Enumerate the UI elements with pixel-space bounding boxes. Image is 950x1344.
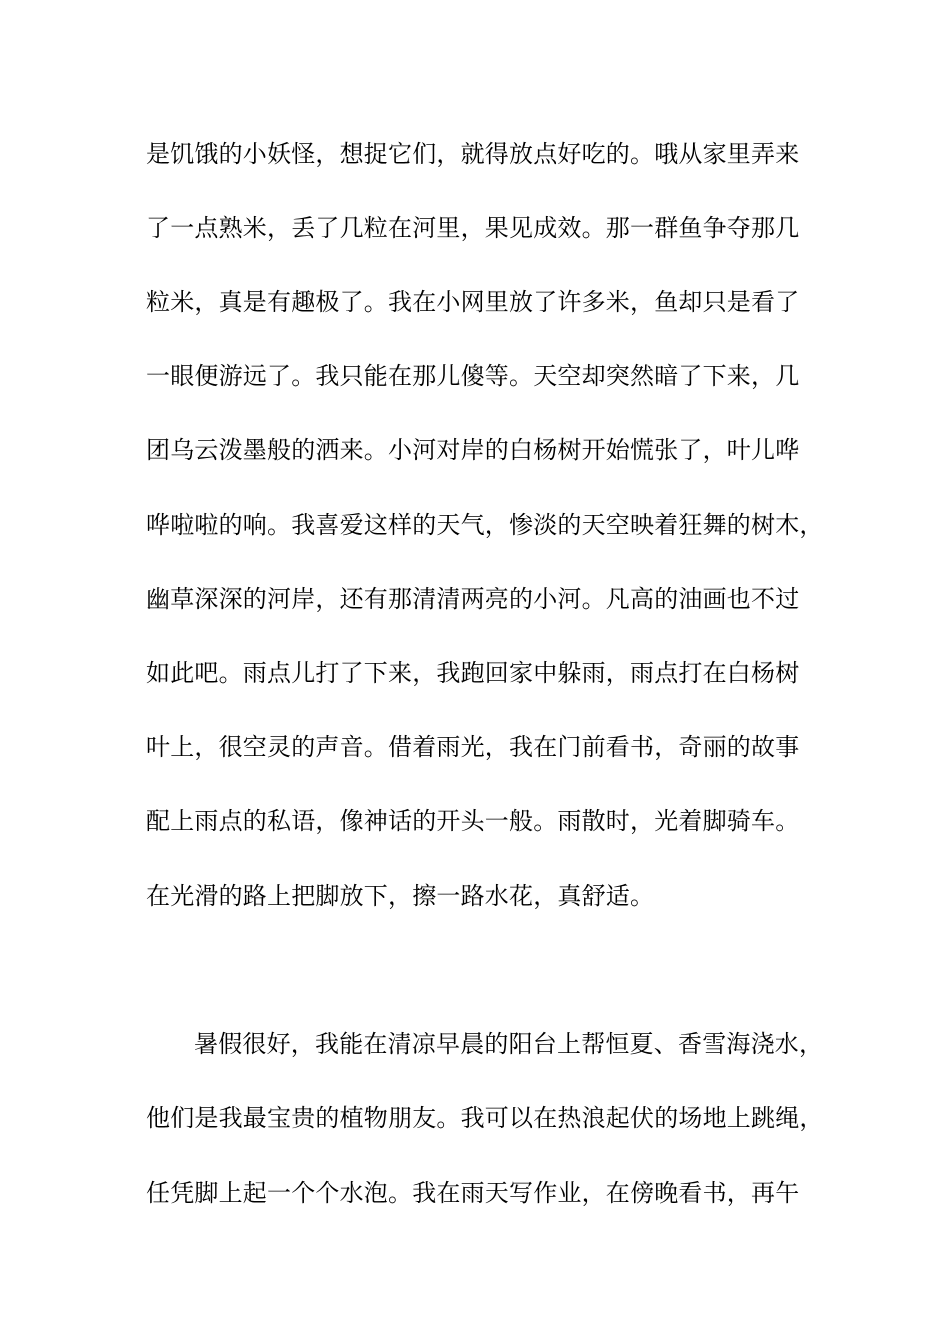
text-line: 团乌云泼墨般的洒来。小河对岸的白杨树开始慌张了，叶儿哗 xyxy=(146,436,800,464)
text-line-indented: 暑假很好，我能在清凉早晨的阳台上帮恒夏、香雪海浇水， xyxy=(194,1030,824,1058)
text-line: 配上雨点的私语，像神话的开头一般。雨散时，光着脚骑车。 xyxy=(146,807,800,835)
text-line: 在光滑的路上把脚放下，擦一路水花，真舒适。 xyxy=(146,882,655,910)
text-line: 了一点熟米，丢了几粒在河里，果见成效。那一群鱼争夺那几 xyxy=(146,214,800,242)
text-line: 叶上，很空灵的声音。借着雨光，我在门前看书，奇丽的故事 xyxy=(146,733,800,761)
text-line: 任凭脚上起一个个水泡。我在雨天写作业，在傍晚看书，再午 xyxy=(146,1179,800,1207)
text-line: 如此吧。雨点儿打了下来，我跑回家中躲雨，雨点打在白杨树 xyxy=(146,659,800,687)
text-line: 粒米，真是有趣极了。我在小网里放了许多米，鱼却只是看了 xyxy=(146,288,800,316)
text-line: 是饥饿的小妖怪，想捉它们，就得放点好吃的。哦从家里弄来 xyxy=(146,140,800,168)
text-line: 他们是我最宝贵的植物朋友。我可以在热浪起伏的场地上跳绳， xyxy=(146,1104,824,1132)
text-line: 幽草深深的河岸，还有那清清两亮的小河。凡高的油画也不过 xyxy=(146,585,800,613)
text-line: 哗啦啦的响。我喜爱这样的天气，惨淡的天空映着狂舞的树木， xyxy=(146,511,824,539)
text-line: 一眼便游远了。我只能在那儿傻等。天空却突然暗了下来，几 xyxy=(146,362,800,390)
